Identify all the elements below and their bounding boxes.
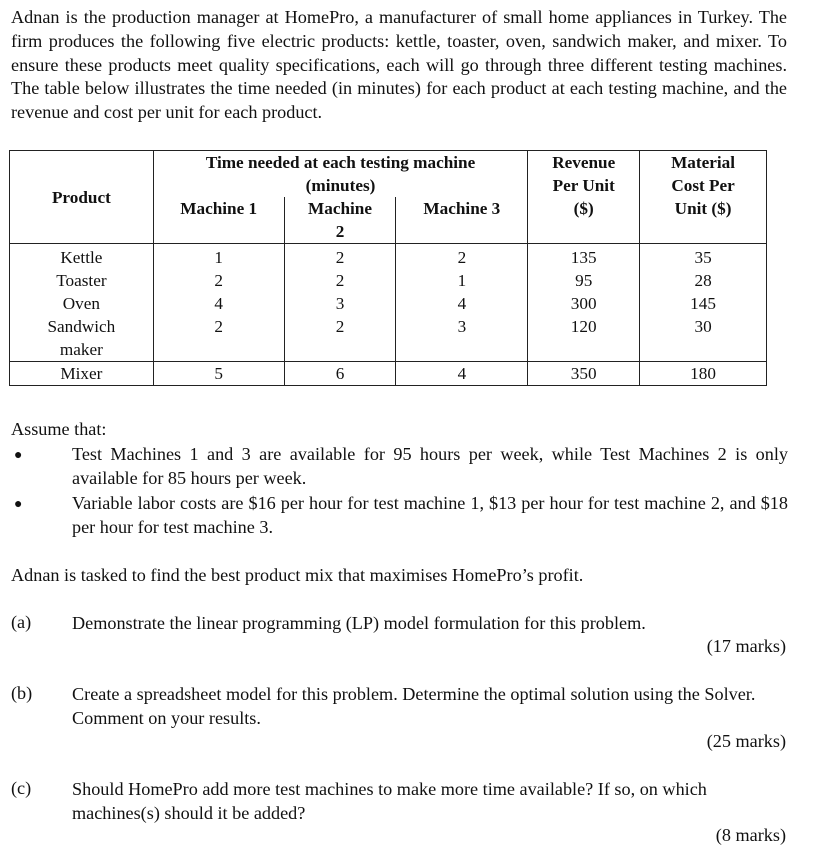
header-cost [640,151,767,244]
table-cell: 5 [153,362,284,386]
question-label-a: (a) [11,612,32,632]
product-cell: Kettle [60,248,103,267]
table-cell: 145 [690,294,716,313]
cost-column [640,244,767,362]
table-cell: 4 [457,294,467,313]
header-machine-2-line1: Machine [308,199,372,218]
task-paragraph: Adnan is tasked to find the best product mix that maximises HomePro’s profit. [11,565,584,585]
product-column [10,244,154,362]
revenue-column [528,244,640,362]
table-cell: 2 [214,317,223,336]
table-cell: 1 [457,271,467,290]
header-machine-2 [284,197,396,244]
table-cell: 4 [214,294,223,313]
product-cell: Oven [62,294,100,313]
table-cell: 2 [335,317,345,336]
question-marks-b: (25 marks) [706,731,786,751]
table-cell: 2 [335,248,345,267]
table-cell: 1 [214,248,223,267]
table-cell: 2 [457,248,467,267]
header-revenue [528,151,640,244]
header-cost-line3: Unit ($) [674,199,732,218]
header-revenue-line2: Per Unit [552,176,615,195]
table-cell: 3 [457,317,467,336]
question-text-c: Should HomePro add more test machines to make more time available? If so, on which machines(s) should it be added? [72,779,707,823]
table-cell: 120 [570,317,597,336]
product-cell: maker [59,340,103,359]
table-cell: 35 [694,248,712,267]
product-cell: Toaster [56,271,107,290]
machine-1-column [153,244,284,362]
bullet-icon: ● [14,448,23,463]
question-marks-c: (8 marks) [715,825,786,845]
product-cell: Mixer [10,362,154,386]
question-label-b: (b) [11,683,33,703]
header-revenue-line1: Revenue [552,153,616,172]
question-marks-a: (17 marks) [706,636,786,656]
header-time-line2: (minutes) [305,176,376,195]
bullet-text-2: Variable labor costs are $16 per hour for test machine 1, $13 per hour for test machine 2, and $18 per hour for test machine 3. [72,493,788,537]
table-body [10,244,767,362]
product-cell: Sandwich [47,317,116,336]
header-cost-line2: Cost Per [671,176,735,195]
header-revenue-line3: ($) [573,199,594,218]
header-time [153,151,527,198]
table-cell: 350 [528,362,640,386]
header-time-line1: Time needed at each testing machine [205,153,476,172]
header-machine-3: Machine 3 [396,197,528,244]
question-text-a: Demonstrate the linear programming (LP) model formulation for this problem. [72,613,646,633]
bullet-icon: ● [14,497,23,512]
assume-heading: Assume that: [11,419,107,439]
table-cell: 6 [284,362,396,386]
bullet-text-1: Test Machines 1 and 3 are available for 95 hours per week, while Test Machines 2 is only available for 85 hours per week. [72,444,788,488]
table-cell: 4 [396,362,528,386]
header-machine-2-line2: 2 [335,222,345,241]
table-cell: 95 [575,271,593,290]
question-label-c: (c) [11,778,32,798]
table-cell: 300 [570,294,597,313]
product-table [9,150,767,386]
header-cost-line1: Material [671,153,736,172]
intro-paragraph: Adnan is the production manager at HomePro, a manufacturer of small home appliances in Turkey. The firm produces the following five electric products: kettle, toaster, oven, sandwich maker, and mixer. To ensure these products meet quality specifications, each will go through three different testing machines. The table below illustrates the time needed (in minutes) for each product at each testing machine, and the revenue and cost per unit for each product. [11,7,787,123]
machine-3-column [396,244,528,362]
table-cell: 2 [335,271,345,290]
question-text-b: Create a spreadsheet model for this problem. Determine the optimal solution using the Solver. Comment on your results. [72,684,756,728]
table-row-mixer [10,362,767,386]
table-cell: 3 [335,294,345,313]
table-cell: 28 [694,271,712,290]
table-cell: 135 [570,248,597,267]
table-cell: 180 [640,362,767,386]
header-product: Product [10,151,154,244]
header-machine-1: Machine 1 [153,197,284,244]
machine-2-column [284,244,396,362]
table-cell: 30 [694,317,712,336]
table-cell: 2 [214,271,223,290]
